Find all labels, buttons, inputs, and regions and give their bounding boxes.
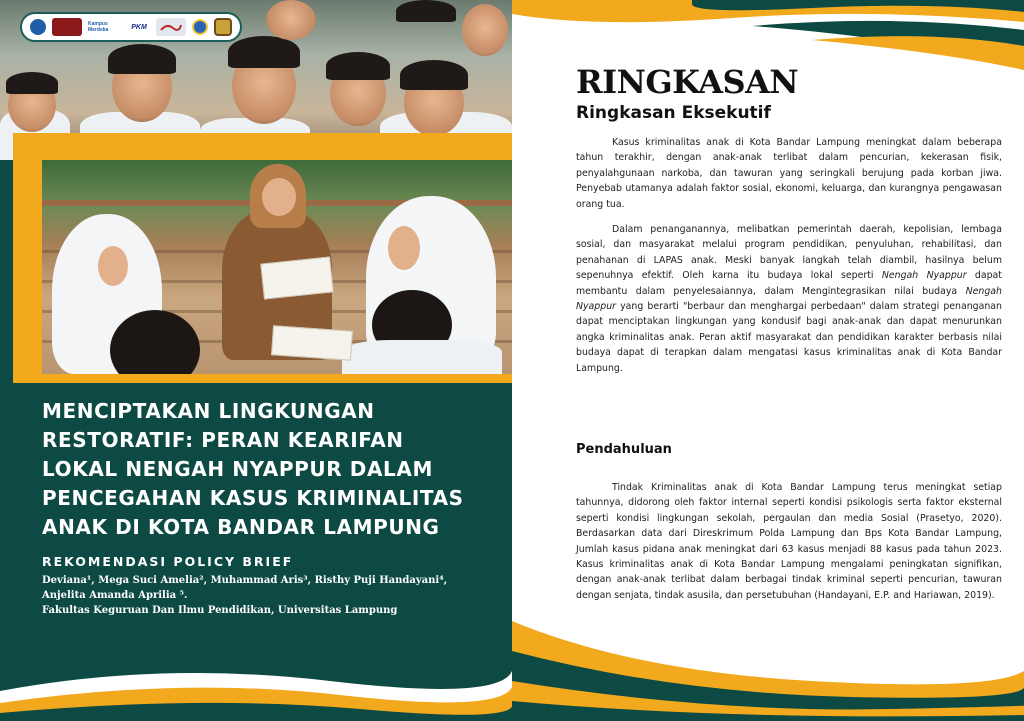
photo-shape bbox=[6, 72, 58, 94]
decorative-waves bbox=[512, 601, 1024, 721]
photo-shape bbox=[98, 246, 128, 286]
decorative-waves bbox=[0, 631, 512, 721]
photo-shape bbox=[396, 0, 456, 22]
policy-brief-label: REKOMENDASI POLICY BRIEF bbox=[42, 554, 294, 569]
summary-title: RINGKASAN bbox=[576, 63, 799, 101]
photo-shape bbox=[228, 36, 300, 68]
photo-shape bbox=[400, 60, 468, 90]
cover-title-line: MENCIPTAKAN LINGKUNGAN bbox=[42, 399, 375, 423]
intro-paragraph: Tindak Kriminalitas anak di Kota Bandar Lampung terus meningkat setiap tahunnya, didorong oleh faktor internal seperti kondisi psikologis serta faktor eksternal seperti kondisi lingkungan sekolah, pergaulan dan media Sosial (Prasetyo, 2020). Berdasarkan data dari Direskrimum Polda Lampung dan Bps Kota Bandar Lampung, Jumlah kasus pidana anak meningkat dari 63 kasus menjadi 88 kasus pada tahun 2023. Kasus kriminalitas anak di Kota Bandar Lampung mengalami peningkatan signifikan, dengan anak-anak terlibat dalam berbagai tindak kriminal seperti pencurian, tawuran dengan senjata, tindak asusila, dan persetubuhan (Handayani, E.P. and Hariawan, 2019). bbox=[576, 482, 1002, 601]
belmawa-icon bbox=[159, 21, 183, 33]
section-heading: Pendahuluan bbox=[576, 442, 672, 457]
pkm-text: PKM bbox=[131, 23, 147, 31]
photo-shape bbox=[388, 226, 420, 270]
belmawa-logo bbox=[156, 18, 186, 36]
summary-paragraph bbox=[576, 222, 1002, 376]
photo-shape bbox=[262, 178, 296, 216]
photo-shape bbox=[266, 0, 316, 40]
photo-shape bbox=[326, 52, 390, 80]
summary-paragraph: Kasus kriminalitas anak di Kota Bandar Lampung meningkat dalam beberapa tahun terakhir, dengan anak-anak terlibat dalam pencurian, kekerasan fisik, penyalahgunaan narkoba, dan tawuran yang seringkali berujung pada korban jiwa. Penyebab utamanya adalah faktor sosial, ekonomi, keluarga, dan kurangnya pengawasan orang tua. bbox=[576, 137, 1002, 210]
authors-line: Deviana¹, Mega Suci Amelia², Muhammad Aris³, Risthy Puji Handayani⁴, bbox=[42, 575, 448, 586]
kampus-merdeka-text: Kampus Merdeka bbox=[88, 21, 109, 33]
pkm-logo bbox=[128, 18, 150, 36]
summary-page bbox=[512, 0, 1024, 721]
text-run: Dalam penanganannya, melibatkan pemerintah daerah, kepolisian, lembaga sosial, dan masyarakat melalui program pendidikan, penyuluhan, rehabilitasi, dan penahanan di LAPAS anak. Meski banyak langkah telah diambil, hasilnya belum sepenuhnya efektif. Oleh karna itu budaya lokal seperti bbox=[576, 224, 1002, 282]
cover-title-line: ANAK DI KOTA BANDAR LAMPUNG bbox=[42, 515, 440, 539]
photo-shape bbox=[462, 4, 508, 56]
text-run: yang berarti "berbaur dan menghargai perbedaan" dalam strategi penanganan dapat menciptakan lingkungan yang kondusif bagi anak-anak dan dapat menurunkan angka kriminalitas anak. Peran aktif masyarakat dan pendidikan karakter berbasis nilai budaya dapat di terapkan dalam mengatasi kasus kriminalitas anak di Kota Bandar Lampung. bbox=[576, 301, 1002, 374]
authors-line: Anjelita Amanda Aprilia ⁵. bbox=[42, 589, 188, 601]
authors-list bbox=[42, 574, 482, 603]
affiliation: Fakultas Keguruan Dan Ilmu Pendidikan, Universitas Lampung bbox=[42, 605, 398, 616]
decorative-waves bbox=[512, 0, 1024, 70]
photo-shape bbox=[342, 340, 502, 374]
cover-title-line: RESTORATIF: PERAN KEARIFAN bbox=[42, 428, 404, 452]
photo-shape bbox=[108, 44, 176, 74]
photo-shape bbox=[260, 256, 333, 299]
kampus-merdeka-logo bbox=[88, 18, 122, 36]
cover-title bbox=[42, 397, 492, 542]
cover-title-line: LOKAL NENGAH NYAPPUR DALAM bbox=[42, 457, 433, 481]
partner-logos-bar bbox=[20, 12, 242, 42]
photo-shape bbox=[110, 310, 200, 374]
unila-logo bbox=[192, 19, 208, 35]
institution-logo bbox=[52, 18, 82, 36]
cover-title-line: PENCEGAHAN KASUS KRIMINALITAS bbox=[42, 486, 464, 510]
emphasis-text: Nengah Nyappur bbox=[576, 285, 1002, 313]
tut-wuri-logo bbox=[30, 19, 46, 35]
classroom-photo bbox=[42, 160, 512, 374]
partner-logo bbox=[214, 18, 232, 36]
text-run: dapat membantu dalam penyelesaiannya, dalam Mengintegrasikan nilai budaya bbox=[576, 270, 1002, 297]
photo-shape bbox=[271, 325, 353, 361]
emphasis-text: Nengah Nyappur bbox=[881, 270, 967, 282]
summary-subtitle: Ringkasan Eksekutif bbox=[576, 103, 771, 123]
